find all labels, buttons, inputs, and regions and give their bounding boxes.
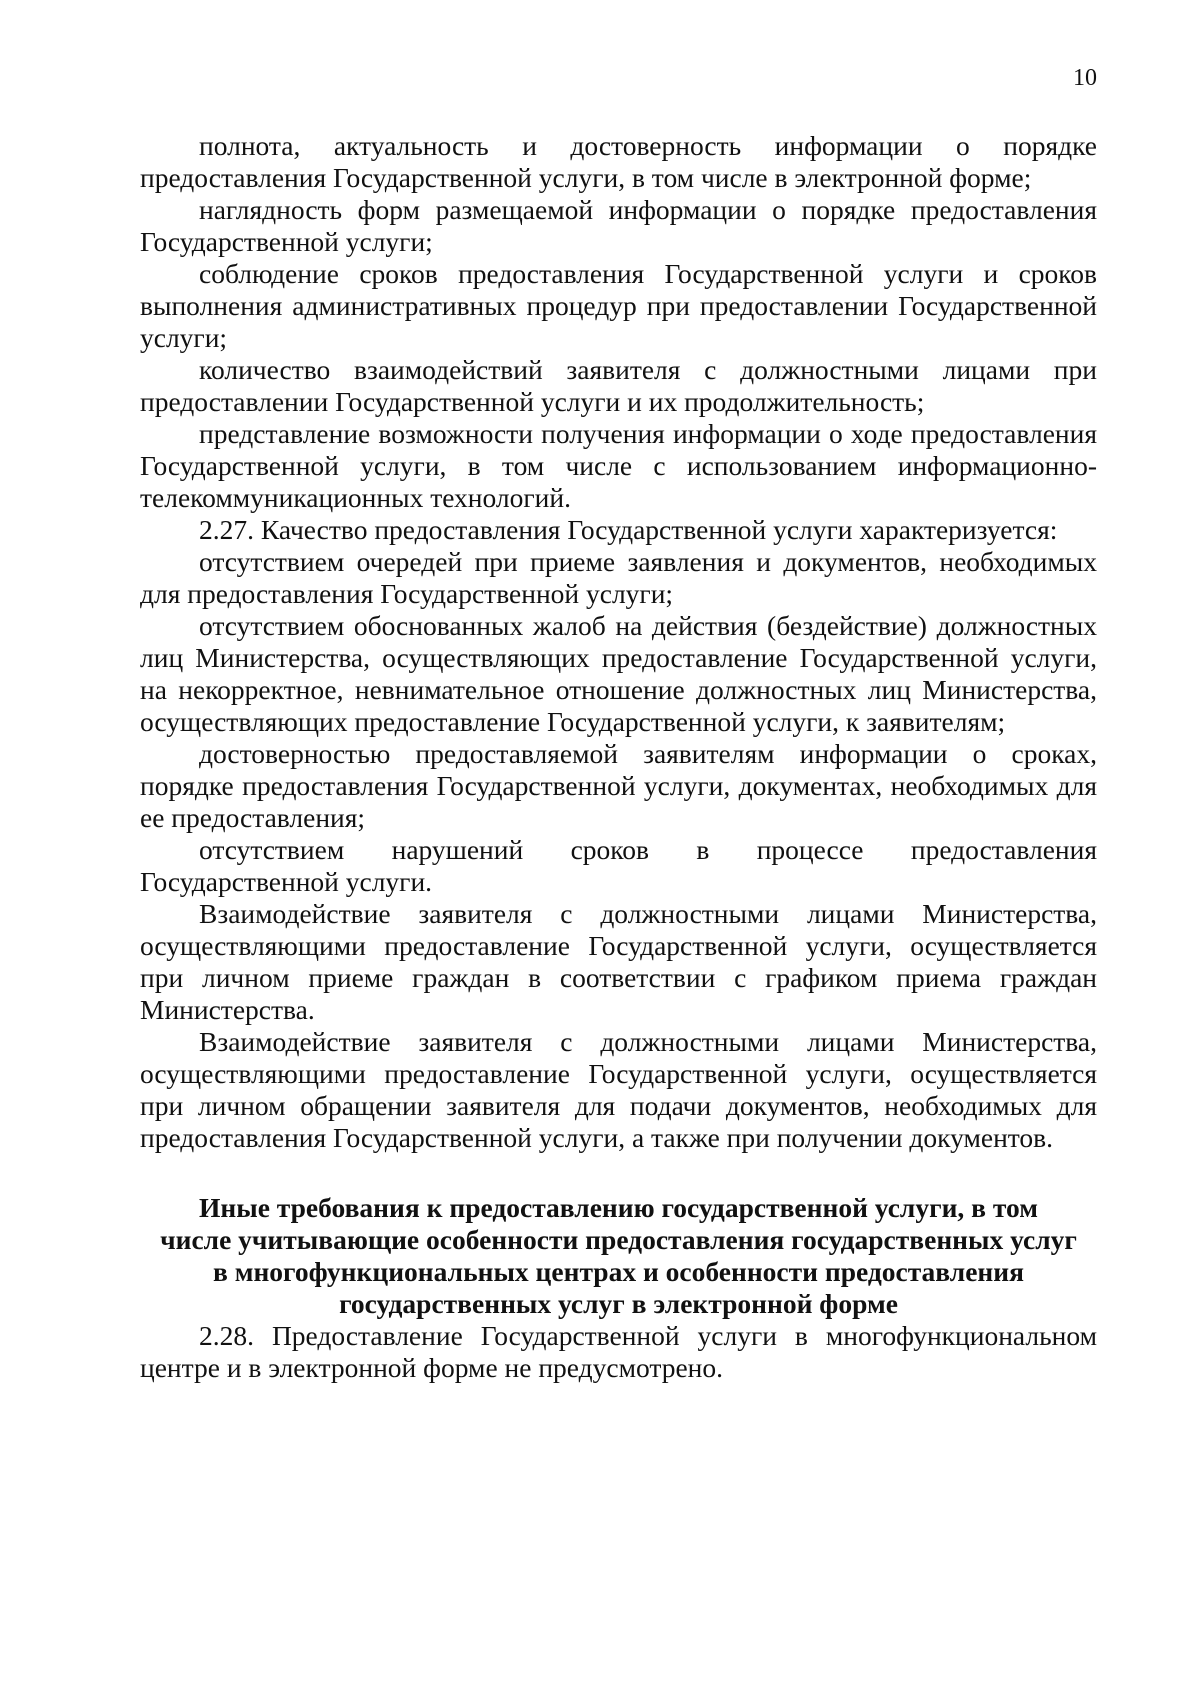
paragraph: Взаимодействие заявителя с должностными лицами Министерства, осуществляющими предоставление Государственной услуги, осуществляется при личном приеме граждан в соответствии с графиком приема граждан Министерства.	[140, 898, 1097, 1025]
clause-2-27: 2.27. Качество предоставления Государственной услуги характеризуется:	[199, 514, 1058, 545]
paragraph: количество взаимодействий заявителя с должностными лицами при предоставлении Государственной услуги и их продолжительность;	[140, 354, 1097, 417]
paragraph: отсутствием нарушений сроков в процессе предоставления Государственной услуги.	[140, 834, 1097, 897]
paragraph: достоверностью предоставляемой заявителям информации о сроках, порядке предоставления Государственной услуги, документах, необходимых для ее предоставления;	[140, 738, 1097, 833]
paragraph: Взаимодействие заявителя с должностными лицами Министерства, осуществляющими предоставление Государственной услуги, осуществляется при личном обращении заявителя для подачи документов, необходимых для предоставления Государственной услуги, а также при получении документов.	[140, 1026, 1097, 1153]
paragraph: соблюдение сроков предоставления Государственной услуги и сроков выполнения административных процедур при предоставлении Государственной услуги;	[140, 258, 1097, 353]
clause-2-28: 2.28. Предоставление Государственной услуги в многофункциональном центре и в электронной форме не предусмотрено.	[140, 1320, 1097, 1383]
section-heading: Иные требования к предоставлению государственной услуги, в том числе учитывающие особенности предоставления государственных услуг в многофункциональных центрах и особенности предоставления государственных услуг в электронной форме	[160, 1192, 1077, 1319]
paragraph: наглядность форм размещаемой информации о порядке предоставления Государственной услуги;	[140, 194, 1097, 257]
paragraph: отсутствием очередей при приеме заявления и документов, необходимых для предоставления Государственной услуги;	[140, 546, 1097, 609]
page-number: 10	[1073, 65, 1097, 91]
paragraph: отсутствием обоснованных жалоб на действия (бездействие) должностных лиц Министерства, осуществляющих предоставление Государственной услуги, на некорректное, невнимательное отношение должностных лиц Министерства, осуществляющих предоставление Государственной услуги, к заявителям;	[140, 610, 1097, 737]
document-body	[140, 130, 1097, 1384]
paragraph: представление возможности получения информации о ходе предоставления Государственной услуги, в том числе с использованием информационно-телекоммуникационных технологий.	[140, 418, 1097, 513]
paragraph: полнота, актуальность и достоверность информации о порядке предоставления Государственной услуги, в том числе в электронной форме;	[140, 130, 1097, 193]
